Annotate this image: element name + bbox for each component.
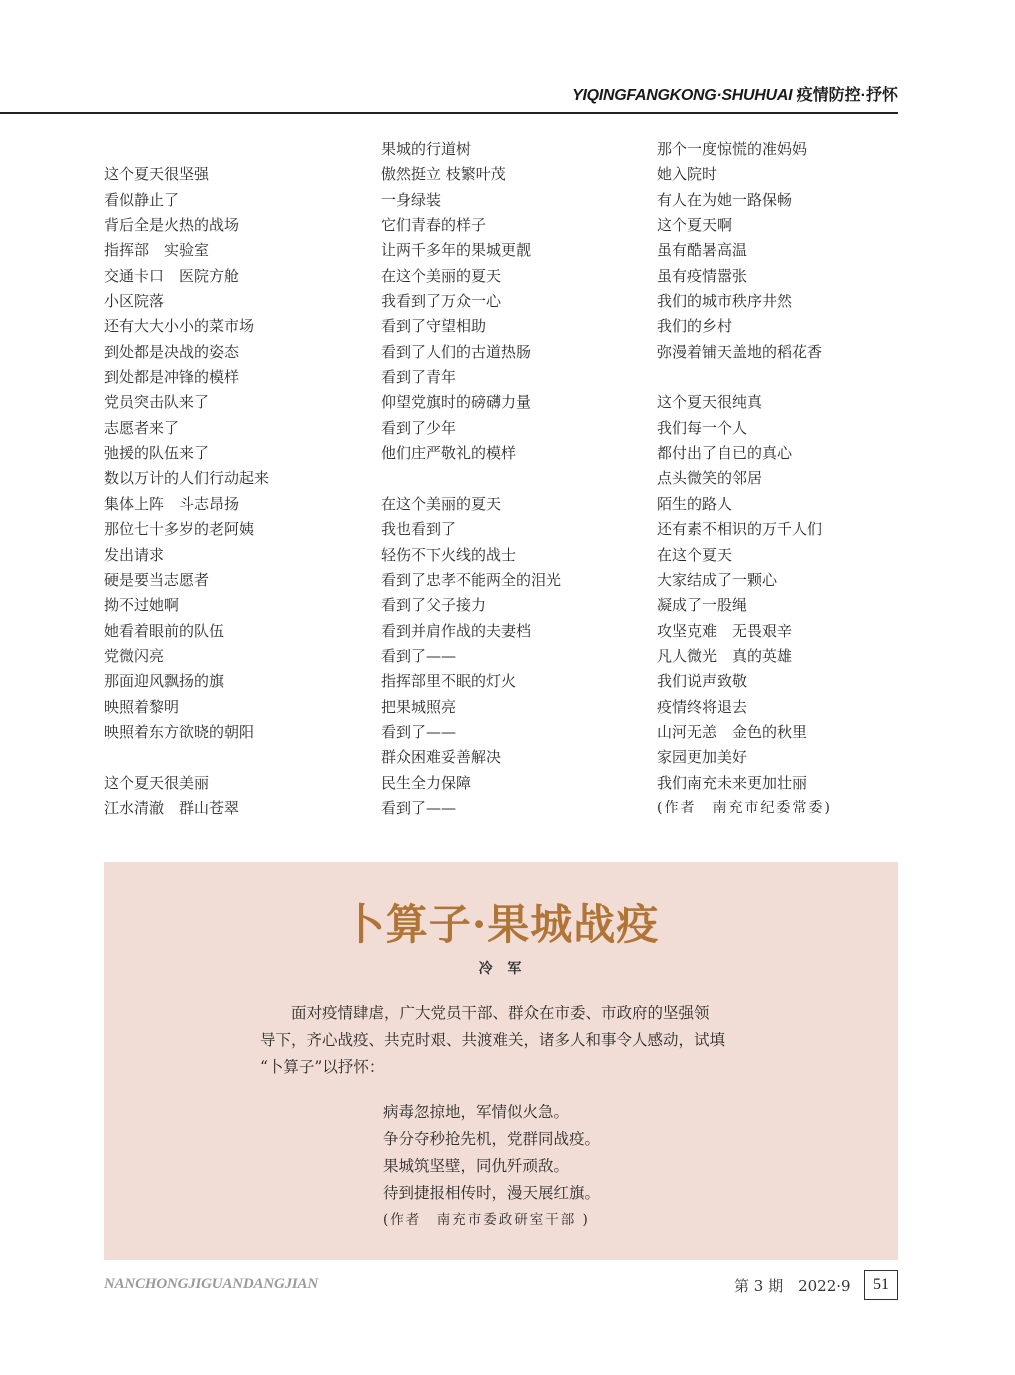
- ci-poem-line: 果城筑坚壁，同仇歼顽敌。: [383, 1157, 570, 1175]
- poem-line: 看到了父子接力: [381, 596, 487, 615]
- poem-line: [381, 466, 561, 491]
- poem-line: 果城的行道树: [381, 140, 472, 158]
- ci-poem-line: 待到捷报相传时，漫天展红旗。: [383, 1184, 601, 1202]
- poem-line: 我看到了万众一心: [381, 292, 502, 311]
- poem-line: 志愿者来了: [104, 418, 180, 437]
- poem-line: 我们的乡村: [657, 317, 733, 336]
- poem-line: 党员突击队来了: [104, 393, 210, 412]
- poem-line: 在这个夏天: [657, 545, 733, 564]
- poem-line: 凡人微光 真的英雄: [657, 646, 793, 665]
- poem-line: 虽有疫情嚣张: [657, 266, 748, 285]
- poem-line: 弛援的队伍来了: [104, 444, 210, 463]
- poem-line: 这个夏天很坚强: [104, 165, 210, 184]
- poem-line: 大家结成了一颗心: [657, 570, 778, 589]
- poem-line: 家园更加美好: [657, 748, 748, 767]
- poem-line: 这个夏天很纯真: [657, 393, 763, 412]
- poem-line: 看到了青年: [381, 368, 457, 387]
- poem-line: 傲然挺立 枝繁叶茂: [381, 165, 506, 184]
- poem-line: 凝成了一股绳: [657, 596, 748, 615]
- feature-box: [104, 862, 898, 1260]
- poem-line: 看到并肩作战的夫妻档: [381, 621, 532, 640]
- poem-line: 它们青春的样子: [381, 216, 487, 235]
- poem-line: 看到了守望相助: [381, 317, 487, 336]
- poem-line: [104, 745, 269, 770]
- poem-line: 在这个美丽的夏天: [381, 494, 502, 513]
- poem-line: 把果城照亮: [381, 697, 457, 716]
- poem-line: 还有大大小小的菜市场: [104, 317, 255, 336]
- feature-author: 冷 军: [478, 961, 524, 977]
- poem-line: 指挥部 实验室: [104, 241, 210, 260]
- feature-intro: [260, 1000, 750, 1081]
- poem-line: 那位七十多岁的老阿姨: [104, 520, 255, 539]
- poem-line: 在这个美丽的夏天: [381, 266, 502, 285]
- poem-line: 还有素不相识的万千人们: [657, 520, 823, 539]
- poem-line: 我们的城市秩序井然: [657, 292, 793, 311]
- poem-line: 攻坚克难 无畏艰辛: [657, 621, 793, 640]
- poem-line: 山河无恙 金色的秋里: [657, 722, 808, 741]
- poem-line: 一身绿装: [381, 190, 442, 209]
- poem-line: 这个夏天啊: [657, 216, 733, 235]
- poem-line: 党微闪亮: [104, 646, 165, 665]
- poem-line: 我们每一个人: [657, 418, 748, 437]
- poem-line: 他们庄严敬礼的模样: [381, 444, 517, 463]
- poem-line: 拗不过她啊: [104, 596, 180, 615]
- poem-line: 陌生的路人: [657, 494, 733, 513]
- feature-poem: [383, 1099, 600, 1234]
- issue-info: 第 3 期 2022·9: [734, 1277, 851, 1295]
- ci-poem-line: 病毒忽掠地，军情似火急。: [383, 1103, 570, 1121]
- poem-line: 看到了——: [381, 646, 457, 665]
- feature-title: 卜算子·果城战疫: [342, 900, 660, 949]
- page-number: 51: [864, 1270, 898, 1300]
- poem-line: 映照着黎明: [104, 697, 180, 716]
- section-title: [572, 82, 898, 105]
- poem-line: [104, 137, 269, 162]
- poem-line: 看到了少年: [381, 418, 457, 437]
- poem-line: 指挥部里不眠的灯火: [381, 672, 517, 691]
- poem-column-2: [381, 137, 561, 821]
- poem-line: 有人在为她一路保畅: [657, 190, 793, 209]
- poem-line: 小区院落: [104, 292, 165, 311]
- poem-line: 看到了忠孝不能两全的泪光: [381, 570, 562, 589]
- poem-line: 我们说声致敬: [657, 672, 748, 691]
- poem-line: 那面迎风飘扬的旗: [104, 672, 225, 691]
- poem-line: 数以万计的人们行动起来: [104, 469, 270, 488]
- poem-line: [657, 365, 832, 390]
- poem-line: 发出请求: [104, 545, 165, 564]
- poem-line: 集体上阵 斗志昂扬: [104, 494, 240, 513]
- ci-poem-line: 争分夺秒抢先机，党群同战疫。: [383, 1130, 601, 1148]
- poem-line: 疫情终将退去: [657, 697, 748, 716]
- ci-poem-author-note: (作者 南充市委政研室干部 ): [383, 1212, 590, 1228]
- poem-line: 群众困难妥善解决: [381, 748, 502, 767]
- poem-line: 让两千多年的果城更靓: [381, 241, 532, 260]
- poem-line: 仰望党旗时的磅礴力量: [381, 393, 532, 412]
- section-title-chinese: 疫情防控·抒怀: [792, 87, 898, 104]
- poem-line: 点头微笑的邻居: [657, 469, 763, 488]
- poem-line: 硬是要当志愿者: [104, 570, 210, 589]
- poem-line: 到处都是冲锋的模样: [104, 368, 240, 387]
- poem-line: 映照着东方欲晓的朝阳: [104, 722, 255, 741]
- poem-line: 看到了人们的古道热肠: [381, 342, 532, 361]
- poem-line: 到处都是决战的姿态: [104, 342, 240, 361]
- poem-line: 这个夏天很美丽: [104, 773, 210, 792]
- poem-line: 背后全是火热的战场: [104, 216, 240, 235]
- poem-column-3: [657, 137, 832, 821]
- poem-line: 她看着眼前的队伍: [104, 621, 225, 640]
- section-title-latin: YIQINGFANGKONG·SHUHUAI: [572, 87, 793, 104]
- poem-line: 都付出了自已的真心: [657, 444, 793, 463]
- journal-name: NANCHONGJIGUANDANGJIAN: [104, 1276, 318, 1292]
- poem-line: 弥漫着铺天盖地的稻花香: [657, 342, 823, 361]
- page-header: [0, 78, 898, 114]
- poem-line: 她入院时: [657, 165, 718, 184]
- poem-line: 我也看到了: [381, 520, 457, 539]
- intro-line: 导下，齐心战疫、共克时艰、共渡难关，诸多人和事令人感动，试填: [260, 1031, 726, 1049]
- poem-line: 我们南充未来更加壮丽: [657, 773, 808, 792]
- poem-line: 轻伤不下火线的战士: [381, 545, 517, 564]
- poem-line: 江水清澈 群山苍翠: [104, 798, 240, 817]
- poem-line: 看似静止了: [104, 190, 180, 209]
- poem-line: 交通卡口 医院方舱: [104, 266, 240, 285]
- poem-line: 民生全力保障: [381, 773, 472, 792]
- poem-line: 看到了——: [381, 722, 457, 741]
- intro-line: 面对疫情肆虐，广大党员干部、群众在市委、市政府的坚强领: [260, 1004, 710, 1022]
- poem-line: (作者 南充市纪委常委): [657, 799, 832, 816]
- poem-line: 看到了——: [381, 798, 457, 817]
- poem-line: 虽有酷暑高温: [657, 241, 748, 260]
- poem-line: 那个一度惊慌的准妈妈: [657, 140, 808, 158]
- poem-column-1: [104, 137, 269, 821]
- intro-line: “卜算子”以抒怀：: [260, 1058, 385, 1076]
